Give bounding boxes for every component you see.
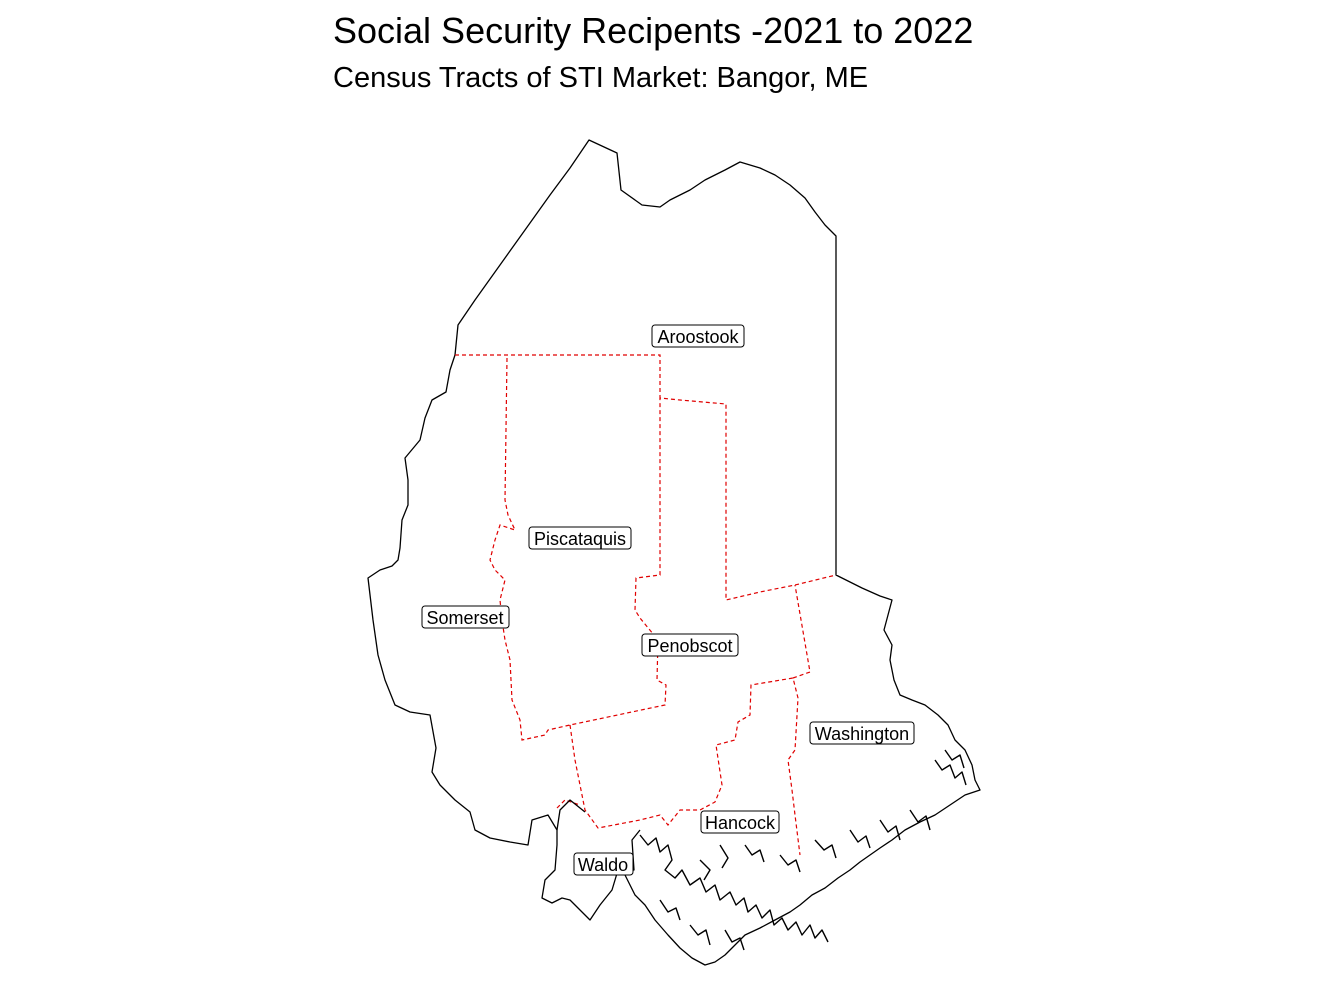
region-outline [368, 140, 980, 965]
map-title: Social Security Recipents -2021 to 2022 [333, 10, 974, 51]
county-label-penobscot [642, 634, 738, 656]
svg-text:Waldo: Waldo [577, 855, 629, 875]
county-label-washington [810, 722, 914, 744]
county-label-somerset [422, 606, 509, 628]
map-subtitle: Census Tracts of STI Market: Bangor, ME [333, 62, 869, 94]
county-label-waldo [574, 853, 633, 875]
county-boundaries [455, 355, 836, 855]
county-label-hancock [701, 811, 779, 833]
svg-text:Somerset: Somerset [426, 608, 504, 628]
coastline-detail [640, 750, 966, 950]
svg-text:Penobscot: Penobscot [647, 636, 733, 656]
svg-text:Piscataquis: Piscataquis [533, 529, 627, 549]
county-label-piscataquis [529, 527, 631, 549]
svg-text:Hancock: Hancock [704, 813, 776, 833]
county-label-aroostook [652, 325, 744, 347]
svg-text:Washington: Washington [814, 724, 910, 744]
svg-text:Aroostook: Aroostook [657, 327, 739, 347]
